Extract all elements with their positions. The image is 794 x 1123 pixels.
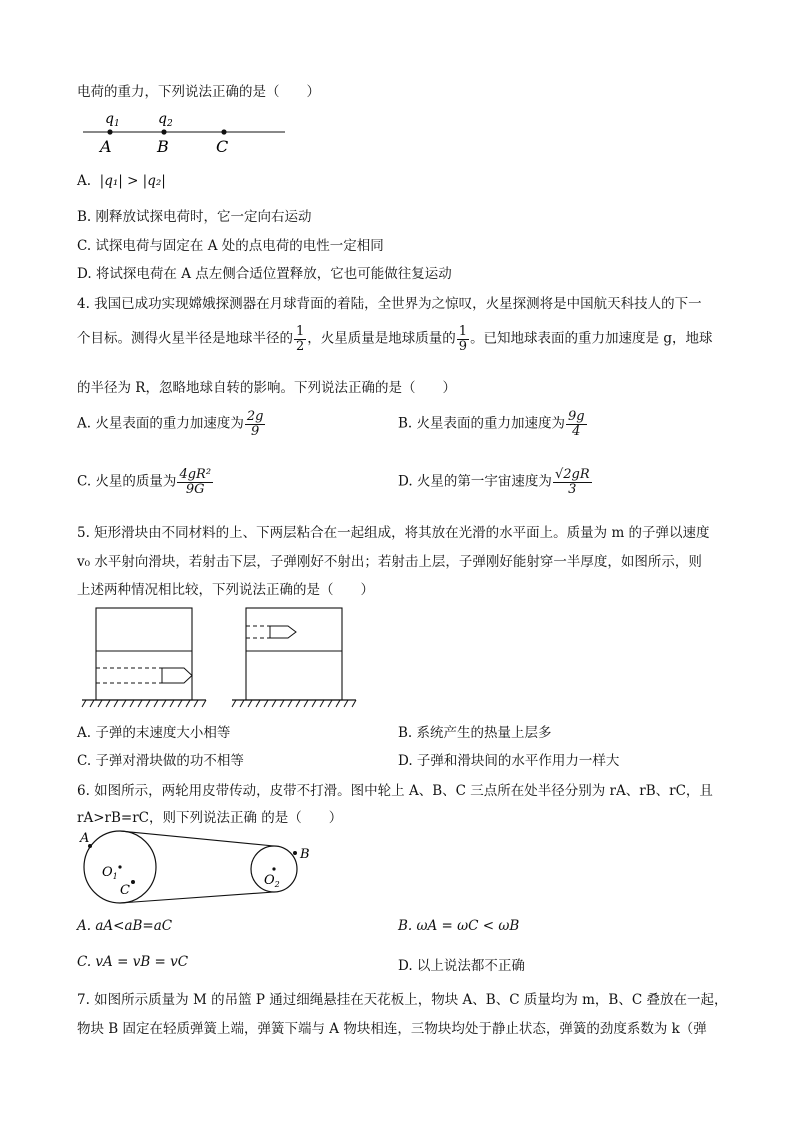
fraction-half: $\frac{1}{2}$ (296, 324, 305, 354)
svg-text:B: B (300, 847, 310, 862)
q3-charge-figure (80, 108, 290, 156)
q4-option-c[interactable]: C. 火星的质量为 $\frac{\text{4gR²}}{9G}$ (77, 467, 212, 497)
q5-stem-line2: v₀ 水平射向滑块，若射击下层，子弹刚好不射出；若射击上层，子弹刚好能射穿一半厚度，如图所示，则 (77, 554, 702, 570)
q7-stem-line1: 7. 如图所示质量为 M 的吊篮 P 通过细绳悬挂在天花板上，物块 A、B、C 质量均为 m，B、C 叠放在一起， (77, 992, 728, 1008)
q3-option-d[interactable]: D. 将试探电荷在 A 点左侧合适位置释放，它也可能做往复运动 (77, 266, 452, 282)
svg-text:C: C (216, 137, 229, 156)
q5-option-c[interactable]: C. 子弹对滑块做的功不相等 (77, 753, 244, 769)
q6-stem-line1: 6. 如图所示，两轮用皮带传动，皮带不打滑。图中轮上 A、B、C 三点所在处半径分别为 rA、rB、rC，且 (77, 783, 713, 799)
q4-stem-line3: 的半径为 R，忽略地球自转的影响。下列说法正确的是（ ） (77, 380, 456, 396)
q6-option-d[interactable]: D. 以上说法都不正确 (398, 958, 525, 974)
svg-text:q2: $q_2$ (158, 111, 173, 129)
fraction-ninth: $\frac{1}{9}$ (458, 324, 468, 354)
q6-option-c[interactable]: C. vA = vB = vC (77, 954, 189, 970)
q3-option-b[interactable]: B. 刚释放试探电荷时，它一定向右运动 (77, 209, 312, 225)
q3-option-c[interactable]: C. 试探电荷与固定在 A 处的点电荷的电性一定相同 (77, 238, 384, 254)
q5-option-b[interactable]: B. 系统产生的热量上层多 (398, 725, 552, 741)
svg-text:A: A (80, 831, 90, 846)
q4-option-d[interactable]: D. 火星的第一宇宙速度为 $\frac{√2gR}{3}$ (398, 467, 590, 497)
q5-stem-line1: 5. 矩形滑块由不同材料的上、下两层粘合在一起组成，将其放在光滑的水平面上。质量为 m 的子弹以速度 (77, 525, 710, 541)
q3-option-a[interactable]: A. |q₁| > |q₂| (77, 173, 166, 189)
q4-option-a[interactable]: A. 火星表面的重力加速度为 $\frac{2g}{9}$ (77, 409, 264, 439)
q7-stem-line2: 物块 B 固定在轻质弹簧上端，弹簧下端与 A 物块相连，三物块均处于静止状态，弹簧的劲度系数为 k（弹 (77, 1021, 707, 1037)
q4-option-b[interactable]: B. 火星表面的重力加速度为 $\frac{9g}{4}$ (398, 409, 585, 439)
q3-stem: 电荷的重力，下列说法正确的是（ ） (77, 84, 320, 100)
q6-option-a[interactable]: A. aA<aB=aC (77, 918, 173, 934)
svg-text:B: B (157, 137, 169, 156)
q4-stem-line1: 4. 我国已成功实现嫦娥探测器在月球背面的着陆，全世界为之惊叹，火星探测将是中国航天科技人的下一 (77, 296, 702, 312)
q5-option-d[interactable]: D. 子弹和滑块间的水平作用力一样大 (398, 753, 620, 769)
q5-option-a[interactable]: A. 子弹的末速度大小相等 (77, 725, 231, 741)
q5-stem-line3: 上述两种情况相比较，下列说法正确的是（ ） (77, 582, 374, 598)
svg-text:O1: $O_1$ (102, 865, 118, 881)
q4-stem-line2: 个目标。测得火星半径是地球半径的 $\frac{1}{2}$ ，火星质量是地球质量的 $\frac{1}{9}$ 。已知地球表面的重力加速度是 g，地球 (77, 324, 713, 354)
q5-bullet-block-figure (80, 604, 380, 716)
q6-option-b[interactable]: B. ωA = ωC < ωB (398, 918, 520, 934)
svg-text:q1: $q_1$ (105, 111, 120, 129)
svg-text:A: A (100, 137, 112, 156)
q6-stem-line2: rA>rB=rC，则下列说法正确 的是（ ） (77, 810, 343, 826)
svg-text:C: C (120, 883, 130, 898)
svg-text:O2: $O_2$ (264, 873, 280, 889)
q6-belt-pulley-figure (76, 826, 316, 910)
